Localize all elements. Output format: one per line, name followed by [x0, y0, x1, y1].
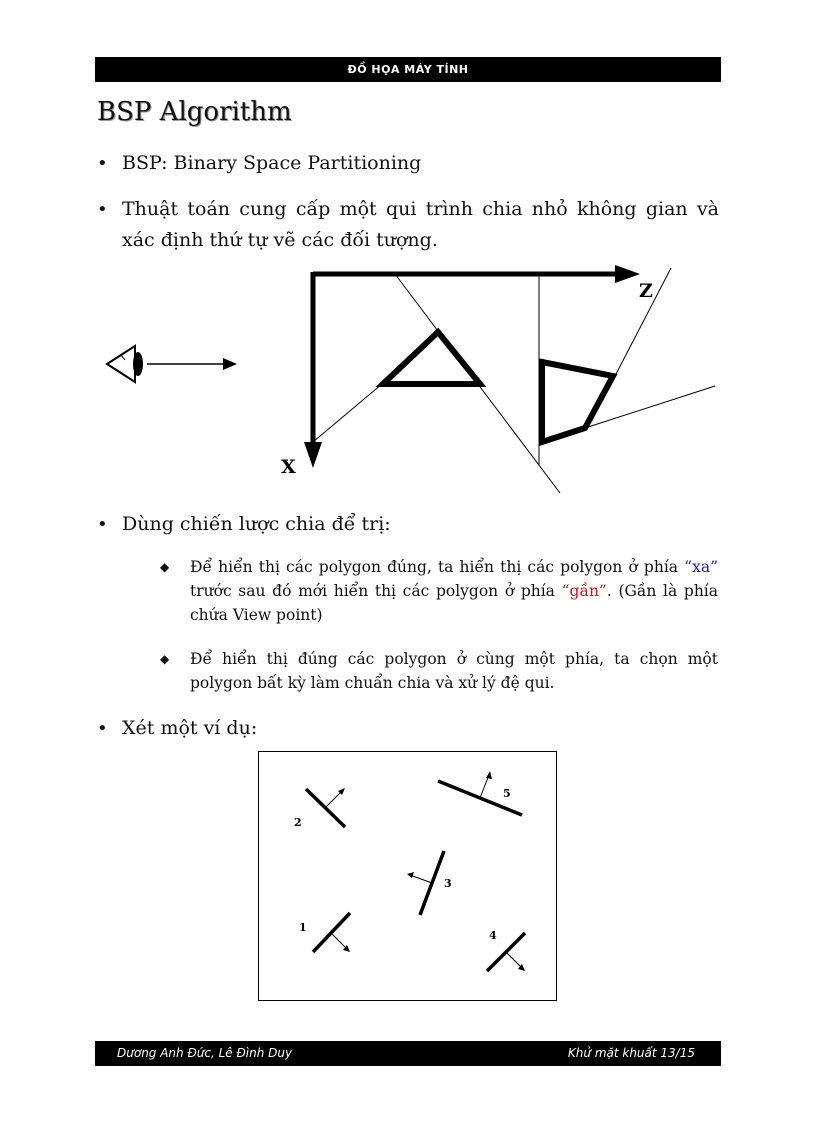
label-2: 2	[294, 816, 302, 829]
label-4: 4	[489, 929, 497, 942]
sub-text-part2: trước sau đó mới hiển thị các polygon ở phía	[190, 582, 562, 600]
sub-bullet-text: Để hiển thị đúng các polygon ở cùng một phía, ta chọn một polygon bất kỳ làm chuẩn chia và xử lý đệ qui.	[190, 650, 718, 692]
x-axis-arrow	[304, 442, 322, 468]
label-5: 5	[503, 787, 511, 800]
example-figure	[258, 751, 558, 1003]
bullet-bsp	[97, 148, 719, 179]
header-title: ĐỒ HỌA MÁY TÍNH	[347, 63, 469, 76]
footer-bar	[95, 1041, 721, 1066]
bullet-example	[97, 713, 719, 744]
partition-line-left	[313, 384, 382, 442]
triangle-polygon	[383, 332, 480, 384]
example-frame	[259, 752, 557, 1001]
far-keyword: “xa”	[684, 558, 718, 576]
sub-text-part3: . (Gần là phía chứa View point)	[190, 582, 718, 624]
bsp-diagram	[95, 260, 725, 500]
bullet-text: Xét một ví dụ:	[122, 717, 258, 739]
bullet-algorithm	[97, 194, 719, 256]
bullet-text: Thuật toán cung cấp một qui trình chia nhỏ không gian và xác định thứ tự vẽ các đối tượng.	[122, 198, 719, 251]
quad-polygon	[542, 362, 613, 442]
page-title: BSP Algorithm	[97, 97, 292, 127]
bullet-text: Dùng chiến lược chia để trị:	[122, 513, 391, 535]
label-3: 3	[444, 877, 452, 890]
sub-bullet-recursion	[160, 647, 718, 695]
header-bar	[95, 57, 721, 82]
bullet-dot: •	[97, 514, 108, 535]
z-axis-label: Z	[639, 280, 653, 302]
bullet-strategy	[97, 509, 719, 540]
sub-bullet-text	[160, 555, 718, 627]
near-keyword: “gần”	[561, 582, 607, 600]
diamond-bullet-icon: ◆	[160, 652, 170, 666]
diamond-bullet-icon: ◆	[160, 560, 170, 574]
footer-authors: Dương Anh Đức, Lê Đình Duy	[117, 1046, 293, 1060]
bullet-text: BSP: Binary Space Partitioning	[122, 152, 422, 174]
sub-bullet-far-near	[160, 555, 718, 627]
label-1: 1	[299, 921, 307, 934]
bullet-dot: •	[97, 199, 108, 220]
eye-icon	[107, 346, 143, 382]
sub-text-part1: Để hiển thị các polygon đúng, ta hiển thị các polygon ở phía	[190, 558, 685, 576]
bullet-dot: •	[97, 718, 108, 739]
bullet-dot: •	[97, 153, 108, 174]
z-axis-arrow	[615, 265, 640, 283]
footer-section: Khử mặt khuất 13/15	[567, 1046, 695, 1060]
x-axis-label: X	[281, 456, 296, 478]
view-arrow-head	[223, 358, 237, 370]
